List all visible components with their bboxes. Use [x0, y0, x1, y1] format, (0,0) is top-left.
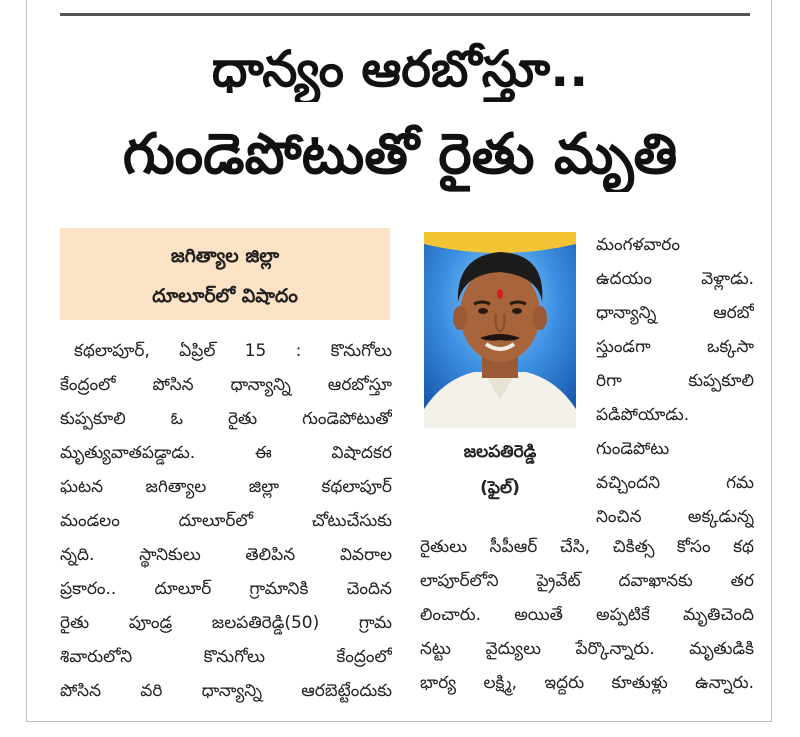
body-line: ఘటన జగిత్యాల జిల్లా కథలాపూర్: [60, 477, 392, 497]
body-left-column: [60, 334, 392, 708]
body-line: పడిపోయాడు.: [596, 405, 690, 425]
body-right-column: [596, 228, 754, 534]
subheading-line-1: జగిత్యాల జిల్లా: [170, 245, 280, 267]
body-line: పోసిన వరి ధాన్యాన్ని ఆరబెట్టేందుకు: [60, 681, 392, 701]
body-line: కేంద్రంలో పోసిన ధాన్యాన్ని ఆరబోస్తూ: [60, 375, 392, 395]
body-line: లించారు. అయితే అప్పటికే మృతిచెంది: [420, 605, 754, 625]
body-line: మండలం దూలూర్‌లో చోటుచేసుకు: [60, 511, 392, 531]
body-line: ప్రకారం.. దూలూర్ గ్రామానికి చెందిన: [60, 579, 392, 599]
body-line: మృత్యువాతపడ్డాడు. ఈ విషాదకర: [60, 443, 392, 463]
body-line: నట్టు వైద్యులు పేర్కొన్నారు. మృతుడికి: [420, 639, 754, 659]
body-line: లాపూర్‌లోని ప్రైవేట్ దవాఖానకు తర: [420, 571, 754, 591]
body-line: స్తుండగా ఒక్కసా: [596, 337, 754, 357]
body-line: రైతు పూండ్ర జలపతిరెడ్డి(50) గ్రామ: [60, 613, 392, 633]
body-line: నించిన అక్కడున్న: [596, 507, 754, 527]
body-line: వచ్చిందని గమ: [596, 473, 754, 493]
caption-tag: (ఫైల్): [480, 478, 520, 498]
body-line: ధాన్యాన్ని ఆరబో: [596, 303, 754, 323]
headline-line-1: ధాన్యం ఆరబోస్తూ..: [211, 40, 589, 98]
body-line: మంగళవారం: [596, 235, 680, 255]
body-line: కుప్పకూలి ఓ రైతు గుండెపోటుతో: [60, 409, 392, 429]
body-line: న్నది. స్థానికులు తెలిపిన వివరాల: [60, 545, 392, 565]
photo-caption: [424, 434, 576, 506]
body-bottom-wide-column: [420, 530, 754, 700]
body-line: రిగా కుప్పకూలి: [596, 371, 754, 391]
portrait-image: [424, 232, 576, 428]
farmer-photo: [424, 232, 576, 428]
caption-name: జలపతిరెడ్డి: [463, 442, 537, 462]
body-line: శివారులోని కొనుగోలు కేంద్రంలో: [60, 647, 392, 667]
body-line: రైతులు సీపీఆర్ చేసి, చికిత్స కోసం కథ: [420, 537, 754, 557]
body-line: గుండెపోటు: [596, 439, 670, 459]
headline-line-2: గుండెపోటుతో రైతు మృతి: [122, 122, 678, 187]
body-line: కథలాపూర్, ఏప్రిల్ 15 : కొనుగోలు: [74, 341, 392, 361]
body-line: ఉదయం వెళ్లాడు.: [596, 269, 754, 289]
subheading-line-2: దూలూర్‌లో విషాదం: [152, 285, 298, 307]
body-line: భార్య లక్ష్మి, ఇద్దరు కూతుళ్లు ఉన్నారు.: [420, 673, 754, 693]
top-rule: [60, 13, 750, 16]
subheading-box: [60, 228, 390, 320]
